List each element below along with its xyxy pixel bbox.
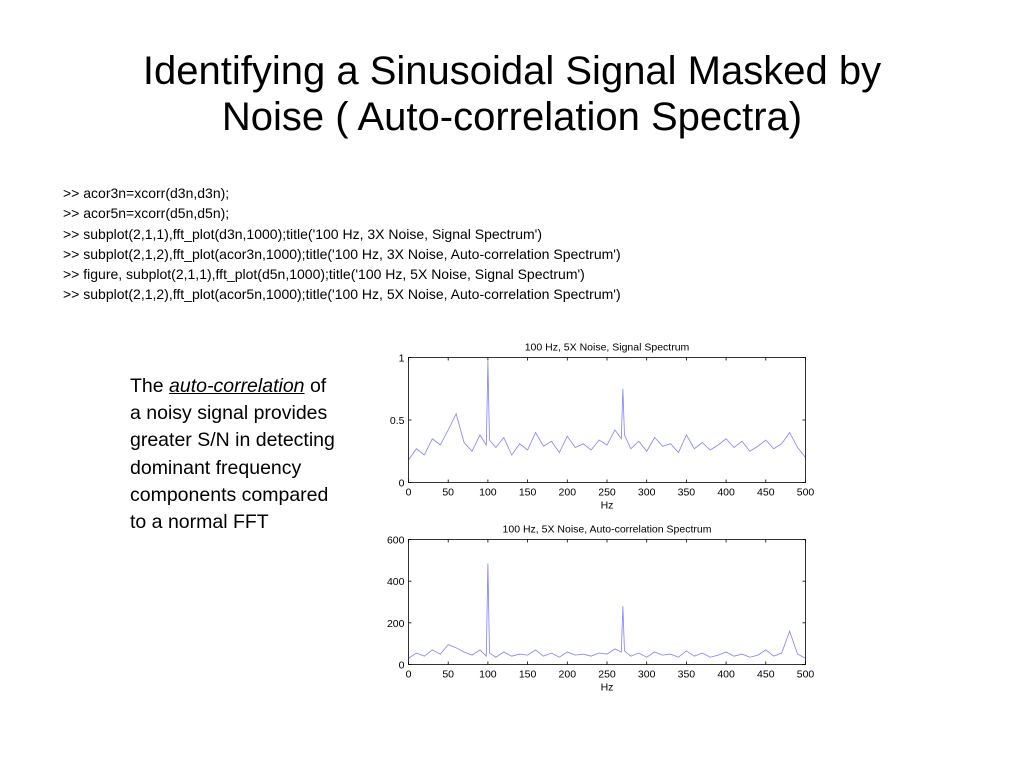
x-tick-label: 100 <box>479 668 497 681</box>
series-line <box>409 563 806 658</box>
x-axis-label: Hz <box>600 681 614 694</box>
x-tick-label: 450 <box>757 486 775 499</box>
y-tick-label: 0 <box>398 659 405 672</box>
title-line-2: Noise ( Auto-correlation Spectra) <box>221 95 803 139</box>
side-note <box>130 373 335 536</box>
x-tick-label: 400 <box>717 668 735 681</box>
x-tick-label: 150 <box>518 486 537 499</box>
x-tick-label: 350 <box>677 486 696 499</box>
side-note-body: of a noisy signal provides greater S/N in detecting dominant frequency components compared to a normal FFT <box>130 375 335 534</box>
spectrum-figure <box>360 334 830 704</box>
side-note-prefix: The <box>130 375 170 397</box>
x-tick-label: 500 <box>796 668 815 681</box>
slide-title <box>40 48 984 140</box>
y-tick-label: 0 <box>398 477 405 490</box>
x-axis-label: Hz <box>600 499 614 512</box>
y-tick-label: 600 <box>386 534 405 547</box>
y-tick-label: 400 <box>386 576 405 589</box>
y-tick-label: 0.5 <box>389 415 405 427</box>
chart-title: 100 Hz, 5X Noise, Auto-correlation Spectrum <box>502 523 712 536</box>
x-tick-label: 0 <box>405 486 412 499</box>
x-tick-label: 200 <box>558 668 577 681</box>
x-tick-label: 250 <box>598 668 616 681</box>
code-line: >> acor3n=xcorr(d3n,d3n); <box>63 185 230 201</box>
x-tick-label: 50 <box>442 668 455 681</box>
x-tick-label: 100 <box>479 486 497 499</box>
x-tick-label: 400 <box>717 486 735 499</box>
code-line: >> figure, subplot(2,1,1),fft_plot(d5n,1000);title('100 Hz, 5X Noise, Signal Spectrum') <box>63 266 585 283</box>
x-tick-label: 200 <box>558 486 577 499</box>
axes-box <box>409 358 806 483</box>
x-tick-label: 300 <box>637 486 656 499</box>
x-tick-label: 350 <box>677 668 696 681</box>
matlab-code-block <box>63 183 621 305</box>
autocorrelation-spectrum-chart <box>387 524 814 694</box>
code-line: >> acor5n=xcorr(d5n,d5n); <box>63 205 230 222</box>
title-line-1: Identifying a Sinusoidal Signal Masked by <box>142 49 882 93</box>
auto-correlation-link[interactable]: auto-correlation <box>169 375 305 397</box>
code-line: >> subplot(2,1,2),fft_plot(acor3n,1000);title('100 Hz, 3X Noise, Auto-correlation Spectrum') <box>63 245 621 262</box>
x-tick-label: 0 <box>405 668 412 681</box>
signal-spectrum-chart <box>390 342 815 512</box>
y-tick-label: 200 <box>386 617 405 630</box>
code-line: >> subplot(2,1,1),fft_plot(d3n,1000);title('100 Hz, 3X Noise, Signal Spectrum') <box>63 225 543 242</box>
x-tick-label: 500 <box>796 486 815 499</box>
x-tick-label: 300 <box>637 668 656 681</box>
code-line: >> subplot(2,1,2),fft_plot(acor5n,1000);title('100 Hz, 5X Noise, Auto-correlation Spectrum') <box>63 286 621 303</box>
series-line <box>409 361 806 460</box>
x-tick-label: 450 <box>757 668 775 681</box>
x-tick-label: 50 <box>442 486 455 499</box>
axes-box <box>409 540 806 665</box>
x-tick-label: 150 <box>518 668 537 681</box>
chart-title: 100 Hz, 5X Noise, Signal Spectrum <box>524 341 690 354</box>
y-tick-label: 1 <box>398 352 405 365</box>
x-tick-label: 250 <box>598 486 616 499</box>
